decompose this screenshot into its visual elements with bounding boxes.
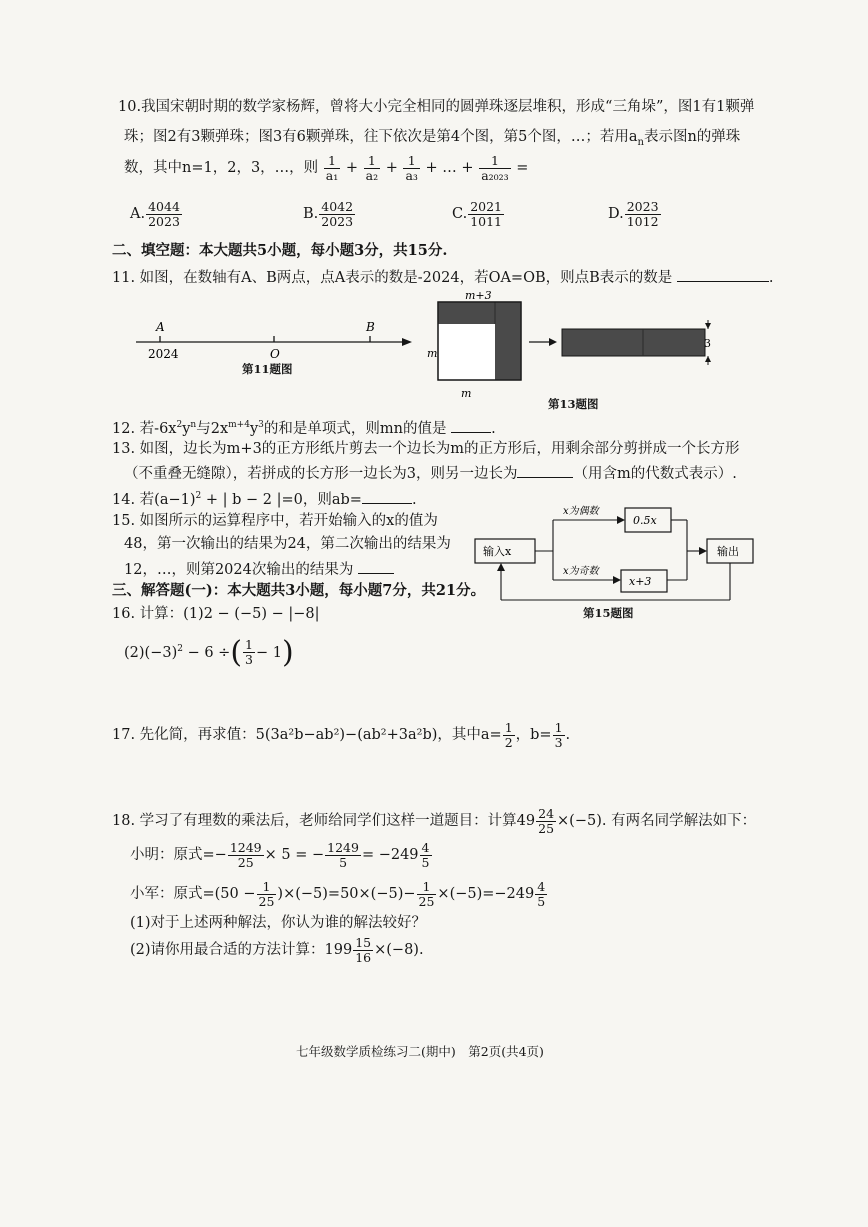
even-condition-label: x为偶数 — [563, 506, 599, 517]
q12-text: 12. 若$-6x^2y^n$与$2x^{m+4}y^3$的和是单项式，则mn的值是 . — [112, 416, 496, 438]
section2-heading: 二、填空题：本大题共5小题，每小题3分，共15分. — [112, 242, 448, 259]
q10-line3: 数，其中n=1，2，3，…，则 $\frac{1}{\text{a₁}}$ + $\frac{1}{\text{a₂}}$ + $\frac{1}{\text{a₃}}$ + … + $\frac{1}{\text{a₂₀₂₃}}$ = — [124, 152, 529, 183]
point-a-value: 2024 — [148, 347, 179, 361]
point-b-label: B — [366, 320, 375, 334]
q10-term-4: $\frac{1}{\text{a₂₀₂₃}}$ — [481, 152, 509, 183]
odd-condition-label: x为奇数 — [563, 566, 599, 577]
q18-part2: (2)请你用最合适的方法计算：199 $\frac{15}{16}$ ×(−8). — [130, 934, 424, 965]
q15-line1: 15. 如图所示的运算程序中，若开始输入的x的值为 — [112, 513, 438, 529]
q10-term-2: $\frac{1}{\text{a₂}}$ — [365, 152, 379, 183]
q17-text: 17. 先化简，再求值：5(3a²b−ab²)−(ab²+3a²b)，其中a= $\frac{1}{2}$ ，b= $\frac{1}{3}$ . — [112, 719, 571, 750]
q10-line1: 10.我国宋朝时期的数学家杨辉，曾将大小完全相同的圆弹珠逐层堆积，形成“三角垛”，图1有1颗弹 — [118, 99, 755, 115]
q10-option-c: C. $\frac{2021}{1011}$ — [452, 198, 502, 229]
q12-answer-blank[interactable] — [451, 418, 491, 433]
fig11-caption: 第11题图 — [242, 362, 293, 376]
fig13-caption: 第13题图 — [548, 397, 599, 411]
q15-line2: 48，第一次输出的结果为24，第二次输出的结果为 — [124, 536, 451, 552]
fig13-bottom-label: m — [461, 387, 472, 400]
q11-answer-blank[interactable] — [677, 267, 769, 282]
q13-answer-blank[interactable] — [517, 463, 573, 478]
q13-line1: 13. 如图，边长为m+3的正方形纸片剪去一个边长为m的正方形后，用剩余部分剪拼成一个长方形 — [112, 441, 740, 457]
section3-heading: 三、解答题(一)：本大题共3小题，每小题7分，共21分。 — [112, 582, 486, 599]
q18-line1: 18. 学习了有理数的乘法后，老师给同学们这样一道题目：计算49 $\frac{24}{25}$ ×(−5). 有两名同学解法如下： — [112, 805, 757, 836]
q15-line3: 12，…，则第2024次输出的结果为 — [124, 559, 394, 579]
origin-label: O — [270, 347, 280, 361]
q18-xiaojun: 小军：原式=(50 − $\frac{1}{25}$ )×(−5)=50×(−5)− $\frac{1}{25}$ ×(−5)=−249 $\frac{4}{5}$ — [130, 878, 546, 909]
q10-term-1: $\frac{1}{\text{a₁}}$ — [325, 152, 339, 183]
q13-line2: （不重叠无缝隙），若拼成的长方形一边长为3，则另一边长为 （用含m的代数式表示）. — [124, 463, 737, 483]
q10-option-d: D. $\frac{2023}{1012}$ — [608, 198, 659, 229]
q16-line2: $(2)(-3)^2 - 6$ ÷( $\frac{1}{3}$ − 1) — [124, 634, 294, 670]
q15-answer-blank[interactable] — [358, 559, 394, 574]
output-label: 输出 — [717, 545, 739, 558]
fig13-right-label: 3 — [704, 337, 711, 350]
q10-option-a: A. $\frac{4044}{2023}$ — [130, 198, 180, 229]
fig13-left-label: m — [427, 347, 438, 360]
page-footer: 七年级数学质检练习二(期中) 第2页(共4页) — [296, 1044, 544, 1059]
q10-option-b: B. $\frac{4042}{2023}$ — [303, 198, 354, 229]
q14-text: 14. 若$(a-1)^2$ + | b − 2 |=0，则ab= . — [112, 487, 417, 509]
square-cut-figure — [425, 285, 735, 405]
q11-text: 11. 如图，在数轴有A、B两点，点A表示的数是-2024，若OA=OB，则点B表示的数是 . — [112, 267, 774, 287]
q16-line1: 16. 计算：(1)2 − (−5) − |−8| — [112, 606, 320, 622]
point-a-label: A — [156, 320, 165, 334]
q18-part1: (1)对于上述两种解法，你认为谁的解法较好？ — [130, 915, 427, 931]
fig13-top-label: m+3 — [465, 289, 492, 302]
q14-answer-blank[interactable] — [362, 489, 412, 504]
half-label: 0.5x — [633, 514, 657, 527]
plus3-label: x+3 — [629, 575, 652, 588]
input-label: 输入x — [483, 545, 512, 558]
q18-xiaoming: 小明：原式=− $\frac{1249}{25}$ × 5 = − $\frac{1249}{5}$ = −249 $\frac{4}{5}$ — [130, 839, 430, 870]
q10-line2: 珠；图2有3颗弹珠；图3有6颗弹珠，往下依次是第4个图，第5个图，…；若用$a_n$表示图n的弹珠 — [124, 129, 741, 148]
q10-term-3: $\frac{1}{\text{a₃}}$ — [405, 152, 418, 183]
fig15-caption: 第15题图 — [583, 606, 634, 620]
flowchart-figure — [465, 496, 765, 608]
